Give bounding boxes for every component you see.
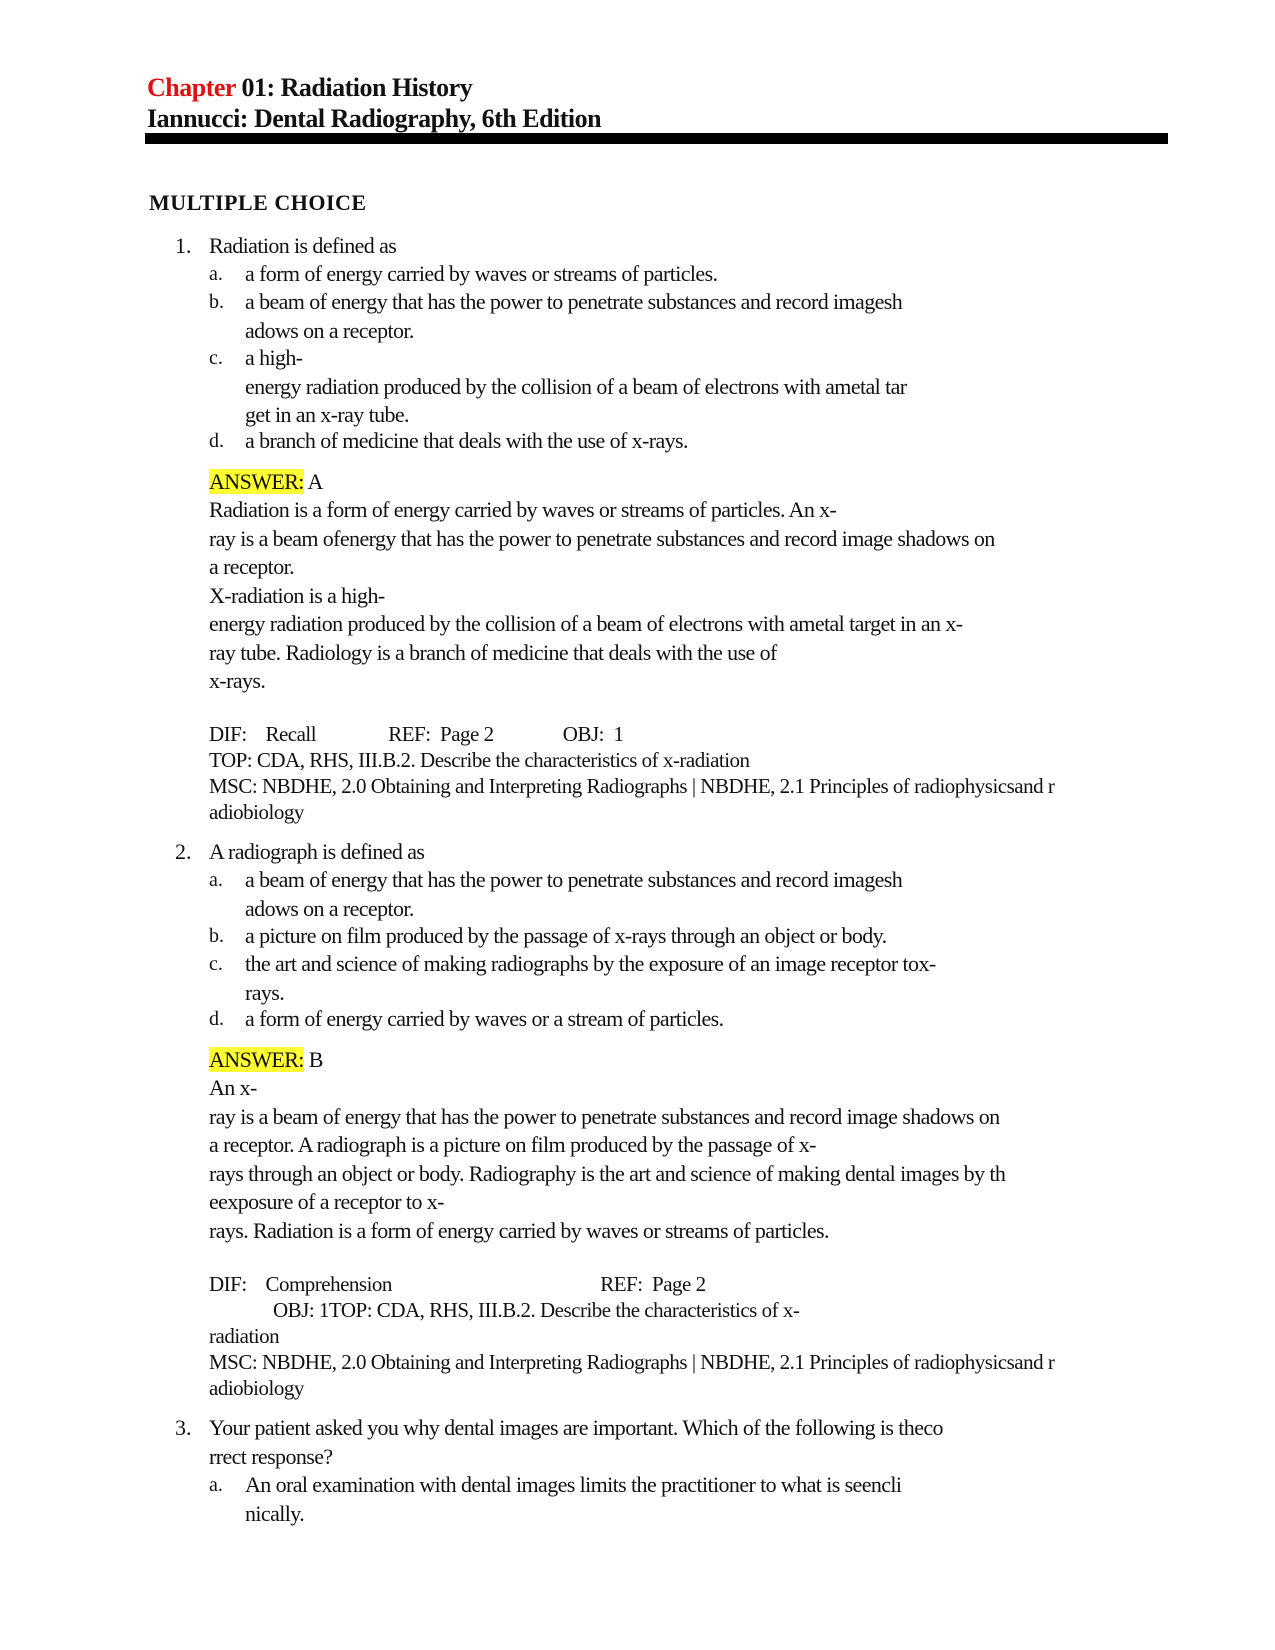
option-letter: d.	[209, 430, 224, 452]
answer-rationale: An x- ray is a beam of energy that has the power to penetrate substances and record image shadows on a receptor. A radiograph is a picture on film produced by the passage of x- rays through an object or body. Radiography is the art and science of making dental images by th eexposure of a receptor to x- rays. Radiation is a form of energy carried by waves or streams of particles.	[209, 1075, 1006, 1243]
option-text: the art and science of making radiographs by the exposure of an image receptor tox- rays.	[245, 951, 936, 1005]
question-number: 1.	[175, 233, 192, 258]
document-header	[147, 72, 601, 134]
option-text: a beam of energy that has the power to penetrate substances and record imagesh adows on a receptor.	[245, 867, 903, 921]
answer-line	[209, 468, 323, 497]
header-rule	[145, 133, 1168, 144]
answer-value: A	[307, 469, 323, 494]
option-letter: d.	[209, 1008, 224, 1030]
option-letter: a.	[209, 1474, 223, 1496]
option-letter: b.	[209, 291, 224, 313]
option-letter: a.	[209, 869, 223, 891]
option-text: a branch of medicine that deals with the use of x-rays.	[245, 428, 688, 453]
option-letter: b.	[209, 925, 224, 947]
question-number: 2.	[175, 839, 192, 864]
option-letter: c.	[209, 953, 223, 975]
option-text: a form of energy carried by waves or a stream of particles.	[245, 1006, 724, 1031]
option-text: a beam of energy that has the power to penetrate substances and record imagesh adows on a receptor.	[245, 289, 903, 343]
chapter-word: Chapter	[147, 73, 236, 102]
option-text: An oral examination with dental images limits the practitioner to what is seencli nically.	[245, 1472, 902, 1526]
question-stem: Your patient asked you why dental images are important. Which of the following is theco rrect response?	[209, 1415, 943, 1469]
section-title: MULTIPLE CHOICE	[149, 190, 367, 215]
question-number: 3.	[175, 1415, 192, 1440]
book-title: Iannucci: Dental Radiography, 6th Edition	[147, 104, 602, 133]
chapter-name: 01: Radiation History	[241, 73, 473, 102]
option-letter: a.	[209, 263, 223, 285]
question-stem: Radiation is defined as	[209, 233, 397, 258]
answer-line	[209, 1046, 323, 1075]
question-metadata: DIF: Recall REF: Page 2 OBJ: 1 TOP: CDA, RHS, III.B.2. Describe the characteristics of x-radiation MSC: NBDHE, 2.0 Obtaining and Interpreting Radiographs | NBDHE, 2.1 Principles of radiophysicsand r adiobiology	[209, 722, 1055, 824]
answer-label: ANSWER:	[209, 1047, 304, 1072]
answer-rationale: Radiation is a form of energy carried by waves or streams of particles. An x- ray is a beam ofenergy that has the power to penetrate substances and record image shadows on a receptor. X-radiation is a high- energy radiation produced by the collision of a beam of electrons with ametal target in an x- ray tube. Radiology is a branch of medicine that deals with the use of x-rays.	[209, 497, 995, 693]
chapter-title	[147, 72, 601, 103]
answer-label: ANSWER:	[209, 469, 304, 494]
question-stem: A radiograph is defined as	[209, 839, 425, 864]
option-text: a high- energy radiation produced by the collision of a beam of electrons with ametal tar get in an x-ray tube.	[245, 345, 907, 427]
question-metadata: DIF: Comprehension REF: Page 2 OBJ: 1TOP: CDA, RHS, III.B.2. Describe the characteristics of x- radiation MSC: NBDHE, 2.0 Obtaining and Interpreting Radiographs | NBDHE, 2.1 Principles of radiophysicsand r adiobiology	[209, 1272, 1055, 1400]
option-letter: c.	[209, 347, 223, 369]
option-text: a picture on film produced by the passage of x-rays through an object or body.	[245, 923, 887, 948]
answer-value: B	[308, 1047, 323, 1072]
option-text: a form of energy carried by waves or streams of particles.	[245, 261, 718, 286]
